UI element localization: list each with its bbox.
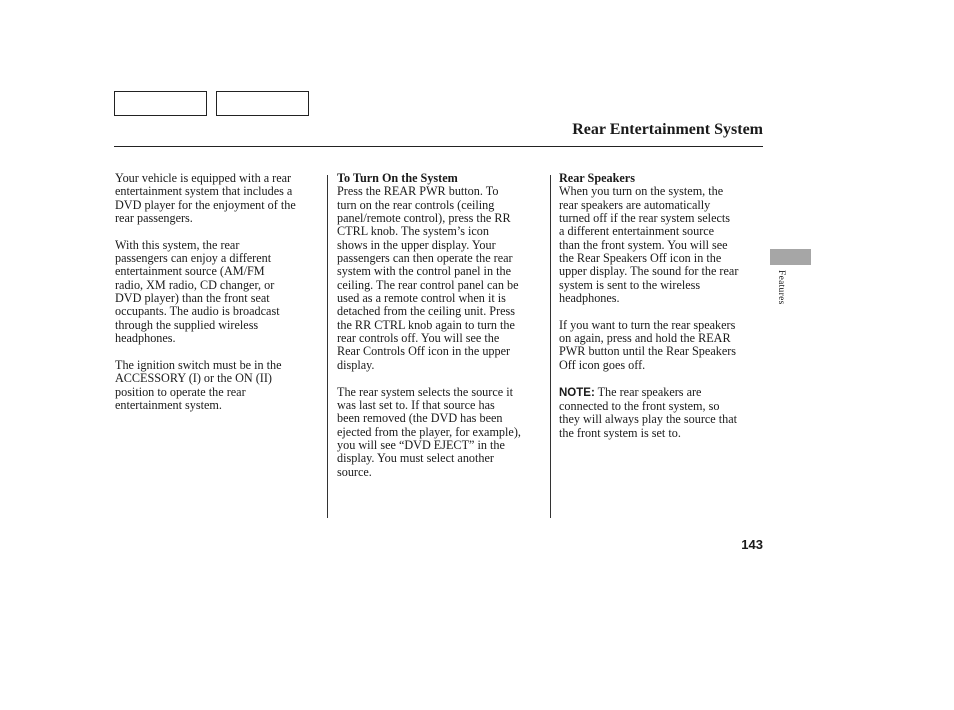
column-intro (115, 172, 321, 426)
column-divider-1 (327, 175, 328, 518)
column-rear-speakers (559, 172, 765, 453)
note-paragraph (559, 386, 765, 440)
paragraph: Your vehicle is equipped with a rear entertainment system that includes a DVD player for the enjoyment of the rear passengers. (115, 171, 296, 226)
section-heading: To Turn On the System (337, 171, 458, 185)
note-text: The rear speakers are connected to the front system, so they will always play the source that the front system is set to. (559, 384, 738, 440)
paragraph: Press the REAR PWR button. To turn on the rear controls (ceiling panel/remote control), press the RR CTRL knob. The system’s icon shows in the upper display. Your passengers can then operate the rear system with the control panel in the ceiling. The rear control panel can be used as a remote control when it is detached from the ceiling unit. Press the RR CTRL knob again to turn the rear controls off. You will see the Rear Controls Off icon in the upper display. (337, 184, 519, 372)
paragraph: When you turn on the system, the rear speakers are automatically turned off if the rear system selects a different entertainment source than the front system. You will see the Rear Speakers Off icon in the upper display. The sound for the rear system is sent to the wireless headphones. (559, 184, 739, 306)
section-tab-label: Features (776, 270, 786, 305)
nav-box-previous[interactable] (114, 91, 207, 116)
section-tab-marker (770, 249, 811, 265)
column-turn-on (337, 172, 547, 492)
column-divider-2 (550, 175, 551, 518)
note-label: NOTE: (559, 386, 595, 399)
page-title: Rear Entertainment System (572, 121, 763, 138)
page-number: 143 (741, 537, 763, 552)
paragraph: The rear system selects the source it was last set to. If that source has been removed (the DVD has been ejected from the player, for example), you will see “DVD EJECT” in the display. You must select another source. (337, 384, 521, 479)
nav-box-next[interactable] (216, 91, 309, 116)
title-divider (114, 146, 763, 147)
paragraph: With this system, the rear passengers can enjoy a different entertainment source (AM/FM radio, XM radio, CD changer, or DVD player) than the front seat occupants. The audio is broadcast through the supplied wireless headphones. (115, 237, 280, 346)
section-heading: Rear Speakers (559, 171, 635, 185)
paragraph: If you want to turn the rear speakers on again, press and hold the REAR PWR button until the Rear Speakers Off icon goes off. (559, 317, 737, 372)
paragraph: The ignition switch must be in the ACCESSORY (I) or the ON (II) position to operate the rear entertainment system. (115, 357, 282, 412)
